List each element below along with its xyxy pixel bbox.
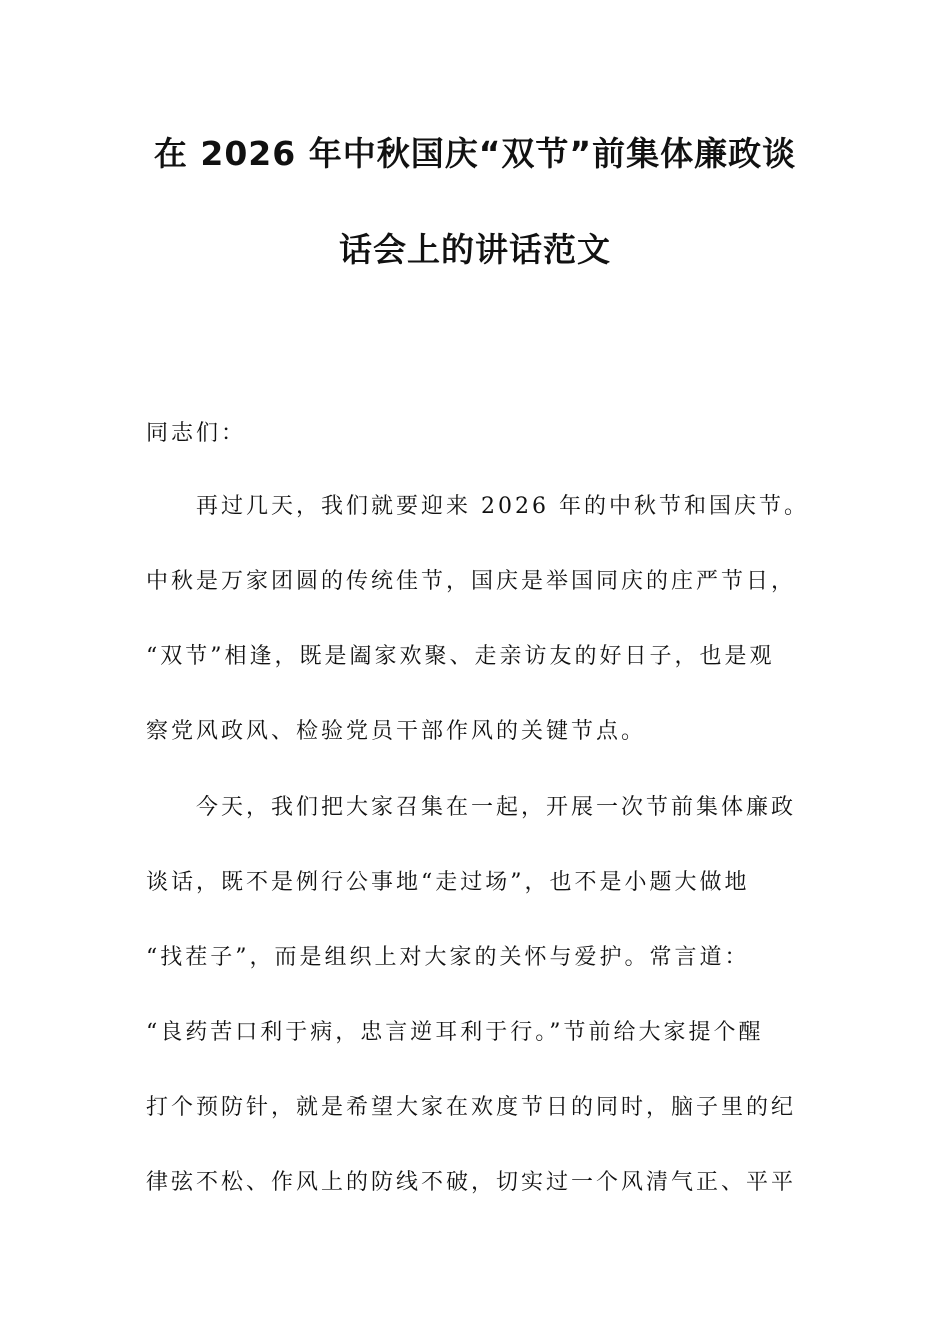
paragraph2-line-4: “良药苦口利于病，忠言逆耳利于行。”节前给大家提个醒	[146, 1020, 764, 1045]
paragraph2-line-6: 律弦不松、作风上的防线不破，切实过一个风清气正、平平	[146, 1170, 797, 1195]
paragraph1-line-1: 再过几天，我们就要迎来 2026 年的中秋节和国庆节。	[196, 494, 809, 519]
salutation: 同志们：	[146, 421, 247, 446]
paragraph2-line-5: 打个预防针，就是希望大家在欢度节日的同时，脑子里的纪	[146, 1095, 797, 1120]
paragraph2-line-2: 谈话，既不是例行公事地“走过场”，也不是小题大做地	[146, 870, 750, 895]
document-title-line-1: 在 2026 年中秋国庆“双节”前集体廉政谈	[153, 134, 797, 173]
paragraph2-line-1: 今天，我们把大家召集在一起，开展一次节前集体廉政	[196, 795, 797, 820]
paragraph1-line-4: 察党风政风、检验党员干部作风的关键节点。	[146, 719, 647, 744]
paragraph1-line-2: 中秋是万家团圆的传统佳节，国庆是举国同庆的庄严节日，	[146, 569, 797, 594]
document-title-line-2: 话会上的讲话范文	[339, 230, 611, 269]
paragraph1-line-3: “双节”相逢，既是阖家欢聚、走亲访友的好日子，也是观	[146, 644, 775, 669]
paragraph2-line-3: “找茬子”，而是组织上对大家的关怀与爱护。常言道：	[146, 945, 750, 970]
